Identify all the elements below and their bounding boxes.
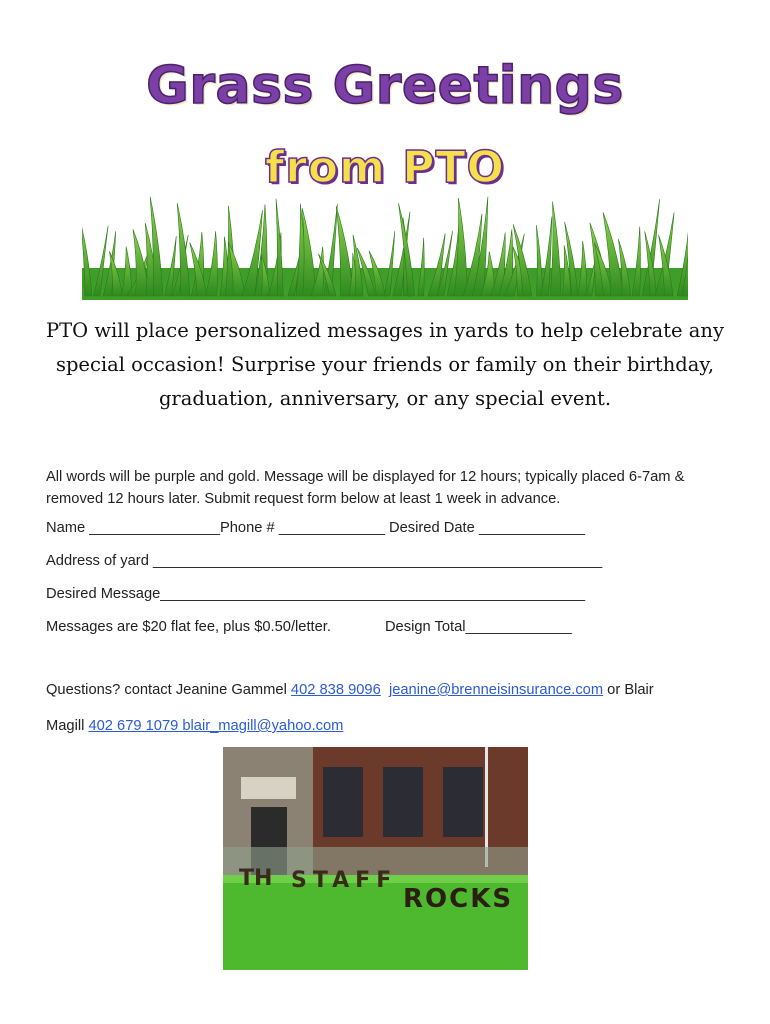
sign-word-1: TH xyxy=(239,866,273,891)
contact-line-1 xyxy=(46,682,736,698)
name-phone-date-line: Name ________________Phone # _____________ Desired Date _____________ xyxy=(46,520,586,536)
sign-word-3: ROCKS xyxy=(403,884,514,914)
email-link-jeanine[interactable]: jeanine@brenneisinsurance.com xyxy=(388,682,604,698)
title-grass-greetings: Grass Greetings xyxy=(146,56,624,116)
design-total: Design Total_____________ xyxy=(384,619,572,635)
contact-name-2: Magill xyxy=(46,718,89,734)
grass-blade xyxy=(550,202,561,296)
building-plaque xyxy=(241,777,296,799)
yard-sign-photo xyxy=(223,747,528,970)
grass-blade xyxy=(536,225,542,296)
sign-word-2: STAFF xyxy=(291,868,398,893)
fee-text: Messages are $20 flat fee, plus $0.50/letter. xyxy=(46,619,331,635)
intro-paragraph: PTO will place personalized messages in yards to help celebrate any special occasion! Surprise your friends or family on their birthday, graduation, anniversary, or any special event. xyxy=(46,319,724,410)
contact-line-2 xyxy=(46,718,736,734)
desired-message-line: Desired Message____________________________________________________ xyxy=(46,586,586,602)
contact-or: or Blair xyxy=(603,682,654,698)
grass-blade xyxy=(302,208,316,296)
phone-link-jeanine[interactable]: 402 838 9096 xyxy=(290,682,381,698)
rules-paragraph: All words will be purple and gold. Message will be displayed for 12 hours; typically placed 6-7am & removed 12 hours later. Submit request form below at least 1 week in advance. xyxy=(46,469,685,507)
phone-email-link-blair[interactable]: 402 679 1079 blair_magill@yahoo.com xyxy=(88,718,344,734)
title-from-pto: from PTO xyxy=(265,142,505,193)
contact-lead: Questions? contact Jeanine Gammel xyxy=(46,682,291,698)
address-line: Address of yard _______________________________________________________ xyxy=(46,553,603,569)
grass-illustration xyxy=(82,192,688,300)
fee-line xyxy=(46,619,736,635)
